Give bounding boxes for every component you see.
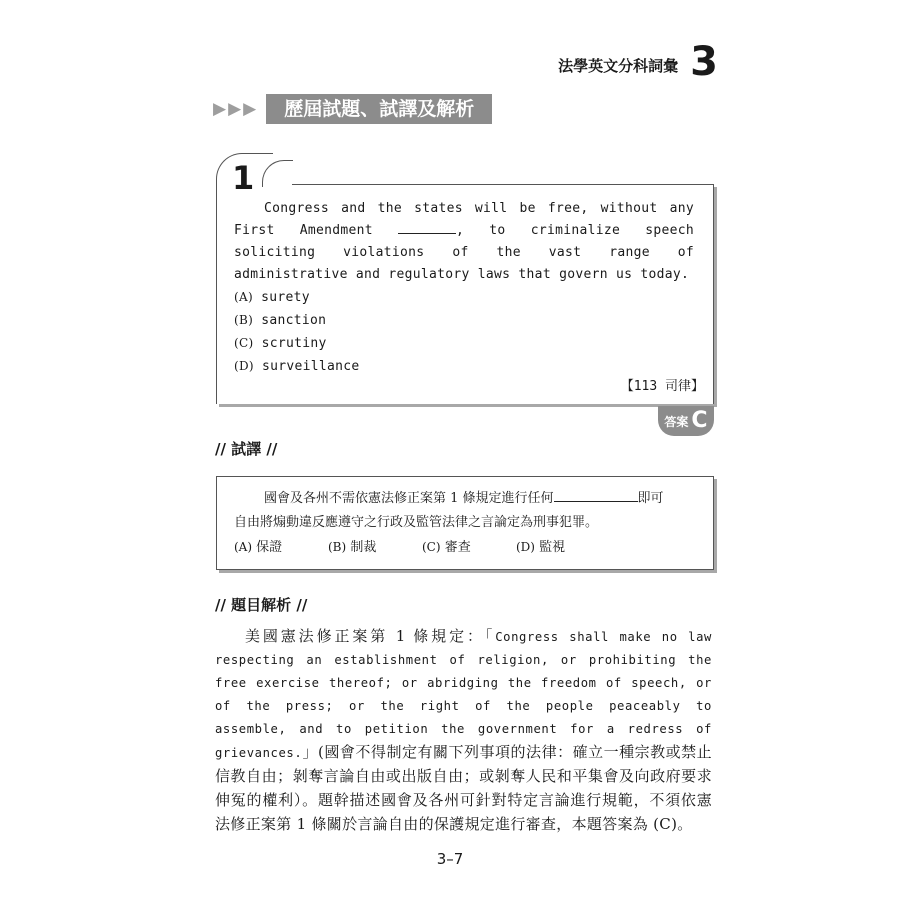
translation-line-1 bbox=[234, 487, 698, 511]
option-text: 保證 bbox=[256, 540, 283, 555]
option-letter: (D) bbox=[516, 540, 535, 554]
answer-tab bbox=[658, 406, 714, 436]
question-source: 【113 司律】 bbox=[620, 379, 704, 394]
section-title: 歷屆試題、試譯及解析 bbox=[266, 94, 492, 124]
analysis-quote: Congress shall make no law respecting an establishment of religion, or prohibiting the free exercise thereof; or abridging the freedom of speech, or of the press; or the right of the people peaceably to assemble, and to petition the government for a redress of grievances. bbox=[215, 630, 712, 760]
translation-option-b bbox=[328, 535, 422, 560]
option-text: surveillance bbox=[262, 359, 360, 374]
translation-before-blank: 國會及各州不需依憲法修正案第 1 條規定進行任何 bbox=[264, 491, 554, 506]
question-body bbox=[234, 198, 694, 378]
option-text: surety bbox=[261, 290, 310, 305]
question-number: 1 bbox=[232, 159, 255, 197]
option-letter: (D) bbox=[234, 359, 254, 373]
header-title: 法學英文分科詞彙 bbox=[558, 57, 679, 75]
triple-arrow-icon: ▶▶▶ bbox=[213, 99, 259, 119]
translation-after-blank: 即可 bbox=[637, 491, 664, 506]
option-b bbox=[234, 309, 694, 332]
answer-blank bbox=[398, 221, 456, 234]
stem-after-blank: , to criminalize speech soliciting violations of the vast range of administrative and regulatory laws that govern us today. bbox=[234, 223, 694, 282]
analysis-heading: // 題目解析 // bbox=[215, 596, 308, 614]
translation-line-2: 自由將煽動違反應遵守之行政及監管法律之言論定為刑事犯罪。 bbox=[234, 515, 599, 530]
option-letter: (B) bbox=[234, 313, 254, 327]
analysis-explanation: 」(國會不得制定有關下列事項的法律：確立一種宗教或禁止信教自由；剝奪言論自由或出版自由；或剝奪人民和平集會及向政府要求伸冤的權利）。題幹描述國會及各州可針對特定言論進行規範，不須依憲法修正案第 1 條關於言論自由的保護規定進行審查，本題答案為 (C)。 bbox=[215, 743, 712, 833]
option-letter: (A) bbox=[234, 540, 253, 554]
option-text: 審查 bbox=[444, 540, 471, 555]
option-letter: (C) bbox=[234, 336, 254, 350]
translation-option-a bbox=[234, 535, 328, 560]
translation-blank bbox=[554, 489, 638, 502]
option-letter: (C) bbox=[422, 540, 441, 554]
option-text: sanction bbox=[261, 313, 327, 328]
chapter-number: 3 bbox=[690, 39, 718, 85]
analysis-intro: 美國憲法修正案第 1 條規定：「 bbox=[245, 627, 496, 645]
option-a bbox=[234, 286, 694, 309]
option-text: 制裁 bbox=[350, 540, 377, 555]
translation-option-c bbox=[422, 535, 516, 560]
option-letter: (B) bbox=[328, 540, 347, 554]
translation-options bbox=[234, 535, 698, 560]
translation-option-d bbox=[516, 535, 610, 560]
analysis-body bbox=[215, 625, 712, 837]
option-letter: (A) bbox=[234, 290, 253, 304]
stem-before-blank: Congress and the states will be free, without any First Amendment bbox=[234, 201, 694, 238]
page-number: 3–7 bbox=[436, 850, 464, 868]
option-text: 監視 bbox=[539, 540, 566, 555]
answer-value: C bbox=[691, 408, 708, 433]
translation-body bbox=[234, 487, 698, 560]
option-c bbox=[234, 332, 694, 355]
page-header bbox=[558, 39, 718, 85]
answer-label: 答案 bbox=[664, 414, 689, 429]
option-text: scrutiny bbox=[261, 336, 327, 351]
section-banner bbox=[213, 94, 492, 124]
question-stem bbox=[234, 198, 694, 286]
analysis-paragraph bbox=[215, 625, 712, 837]
translation-heading: // 試譯 // bbox=[215, 440, 278, 458]
